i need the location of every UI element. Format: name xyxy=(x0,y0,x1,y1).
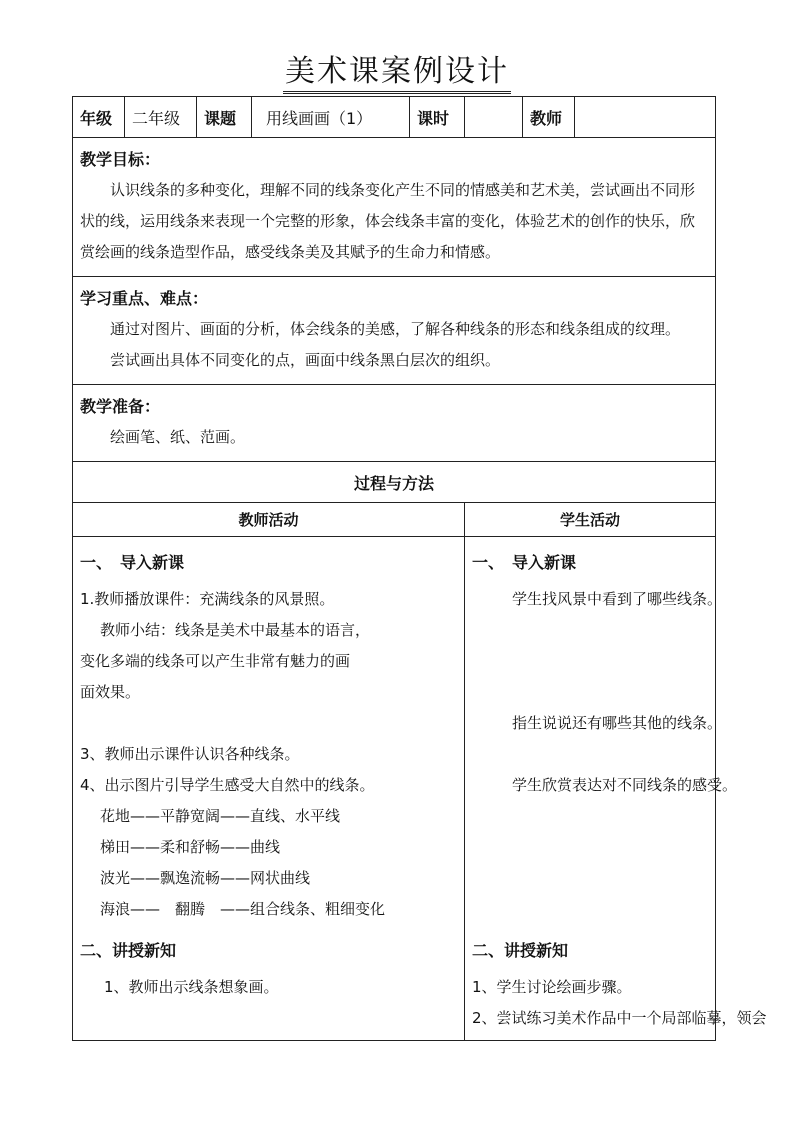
hours-value xyxy=(465,97,523,138)
step-title: 一、 导入新课 xyxy=(472,553,577,572)
objectives-text: 认识线条的多种变化，理解不同的线条变化产生不同的情感美和艺术美，尝试画出不同形状的线，运用线条来表现一个完整的形象，体会线条丰富的变化，体验艺术的创作的快乐，欣赏绘画的线条造型作品，感受线条美及其赋予的生命力和情感。 xyxy=(80,181,696,261)
student-line: 指生说说还有哪些其他的线条。 xyxy=(512,714,723,732)
grade-label: 年级 xyxy=(73,97,125,138)
process-title-row xyxy=(73,462,716,503)
teacher-line: 1.教师播放课件：充满线条的风景照。 xyxy=(80,590,335,608)
key-point-line: 通过对图片、画面的分析，体会线条的美感，了解各种线条的形态和线条组成的纹理。 xyxy=(110,320,681,338)
process-title: 过程与方法 xyxy=(73,462,716,503)
student-line: 1、学生讨论绘画步骤。 xyxy=(472,978,632,996)
student-activity-header: 学生活动 xyxy=(465,503,716,537)
hours-label: 课时 xyxy=(410,97,465,138)
grade-value: 二年级 xyxy=(125,97,197,138)
student-line: 学生找风景中看到了哪些线条。 xyxy=(512,590,723,608)
step-title: 二、讲授新知 xyxy=(472,941,569,960)
teacher-line: 1、教师出示线条想象画。 xyxy=(104,978,279,996)
teacher-value xyxy=(575,97,716,138)
objectives-title: 教学目标： xyxy=(80,150,161,169)
topic-label: 课题 xyxy=(197,97,252,138)
topic-value: 用线画画（1） xyxy=(252,97,410,138)
page-title: 美术课案例设计 xyxy=(0,46,794,90)
teacher-line: 面效果。 xyxy=(80,683,141,701)
step-title: 一、 导入新课 xyxy=(80,553,185,572)
teacher-line: 花地——平静宽阔——直线、水平线 xyxy=(100,807,341,825)
key-points-row xyxy=(73,277,716,385)
preparation-text: 绘画笔、纸、范画。 xyxy=(110,428,246,446)
teacher-line: 教师小结：线条是美术中最基本的语言， xyxy=(100,621,371,639)
student-activity-cell xyxy=(465,537,767,1041)
activity-row xyxy=(73,537,716,1041)
activity-header-row xyxy=(73,503,716,537)
teacher-line: 4、出示图片引导学生感受大自然中的线条。 xyxy=(80,776,375,794)
preparation-row xyxy=(73,385,716,462)
teacher-line: 梯田——柔和舒畅——曲线 xyxy=(100,838,281,856)
teacher-activity-header: 教师活动 xyxy=(73,503,465,537)
key-point-line: 尝试画出具体不同变化的点，画面中线条黑白层次的组织。 xyxy=(110,351,501,369)
teacher-line: 波光——飘逸流畅——网状曲线 xyxy=(100,869,311,887)
teacher-label: 教师 xyxy=(523,97,575,138)
key-points-title: 学习重点、难点： xyxy=(80,289,209,308)
teacher-line: 海浪—— 翻腾 ——组合线条、粗细变化 xyxy=(100,900,386,918)
preparation-title: 教学准备： xyxy=(80,397,161,416)
step-title: 二、讲授新知 xyxy=(80,941,177,960)
header-row xyxy=(73,97,716,138)
teacher-line: 变化多端的线条可以产生非常有魅力的画 xyxy=(80,652,351,670)
teacher-line: 3、教师出示课件认识各种线条。 xyxy=(80,745,300,763)
teacher-activity-cell xyxy=(73,537,465,1041)
lesson-plan-table xyxy=(72,96,767,1041)
student-line: 2、尝试练习美术作品中一个局部临摹，领会 xyxy=(472,1009,767,1027)
student-line: 学生欣赏表达对不同线条的感受。 xyxy=(512,776,738,794)
objectives-row xyxy=(73,138,716,277)
